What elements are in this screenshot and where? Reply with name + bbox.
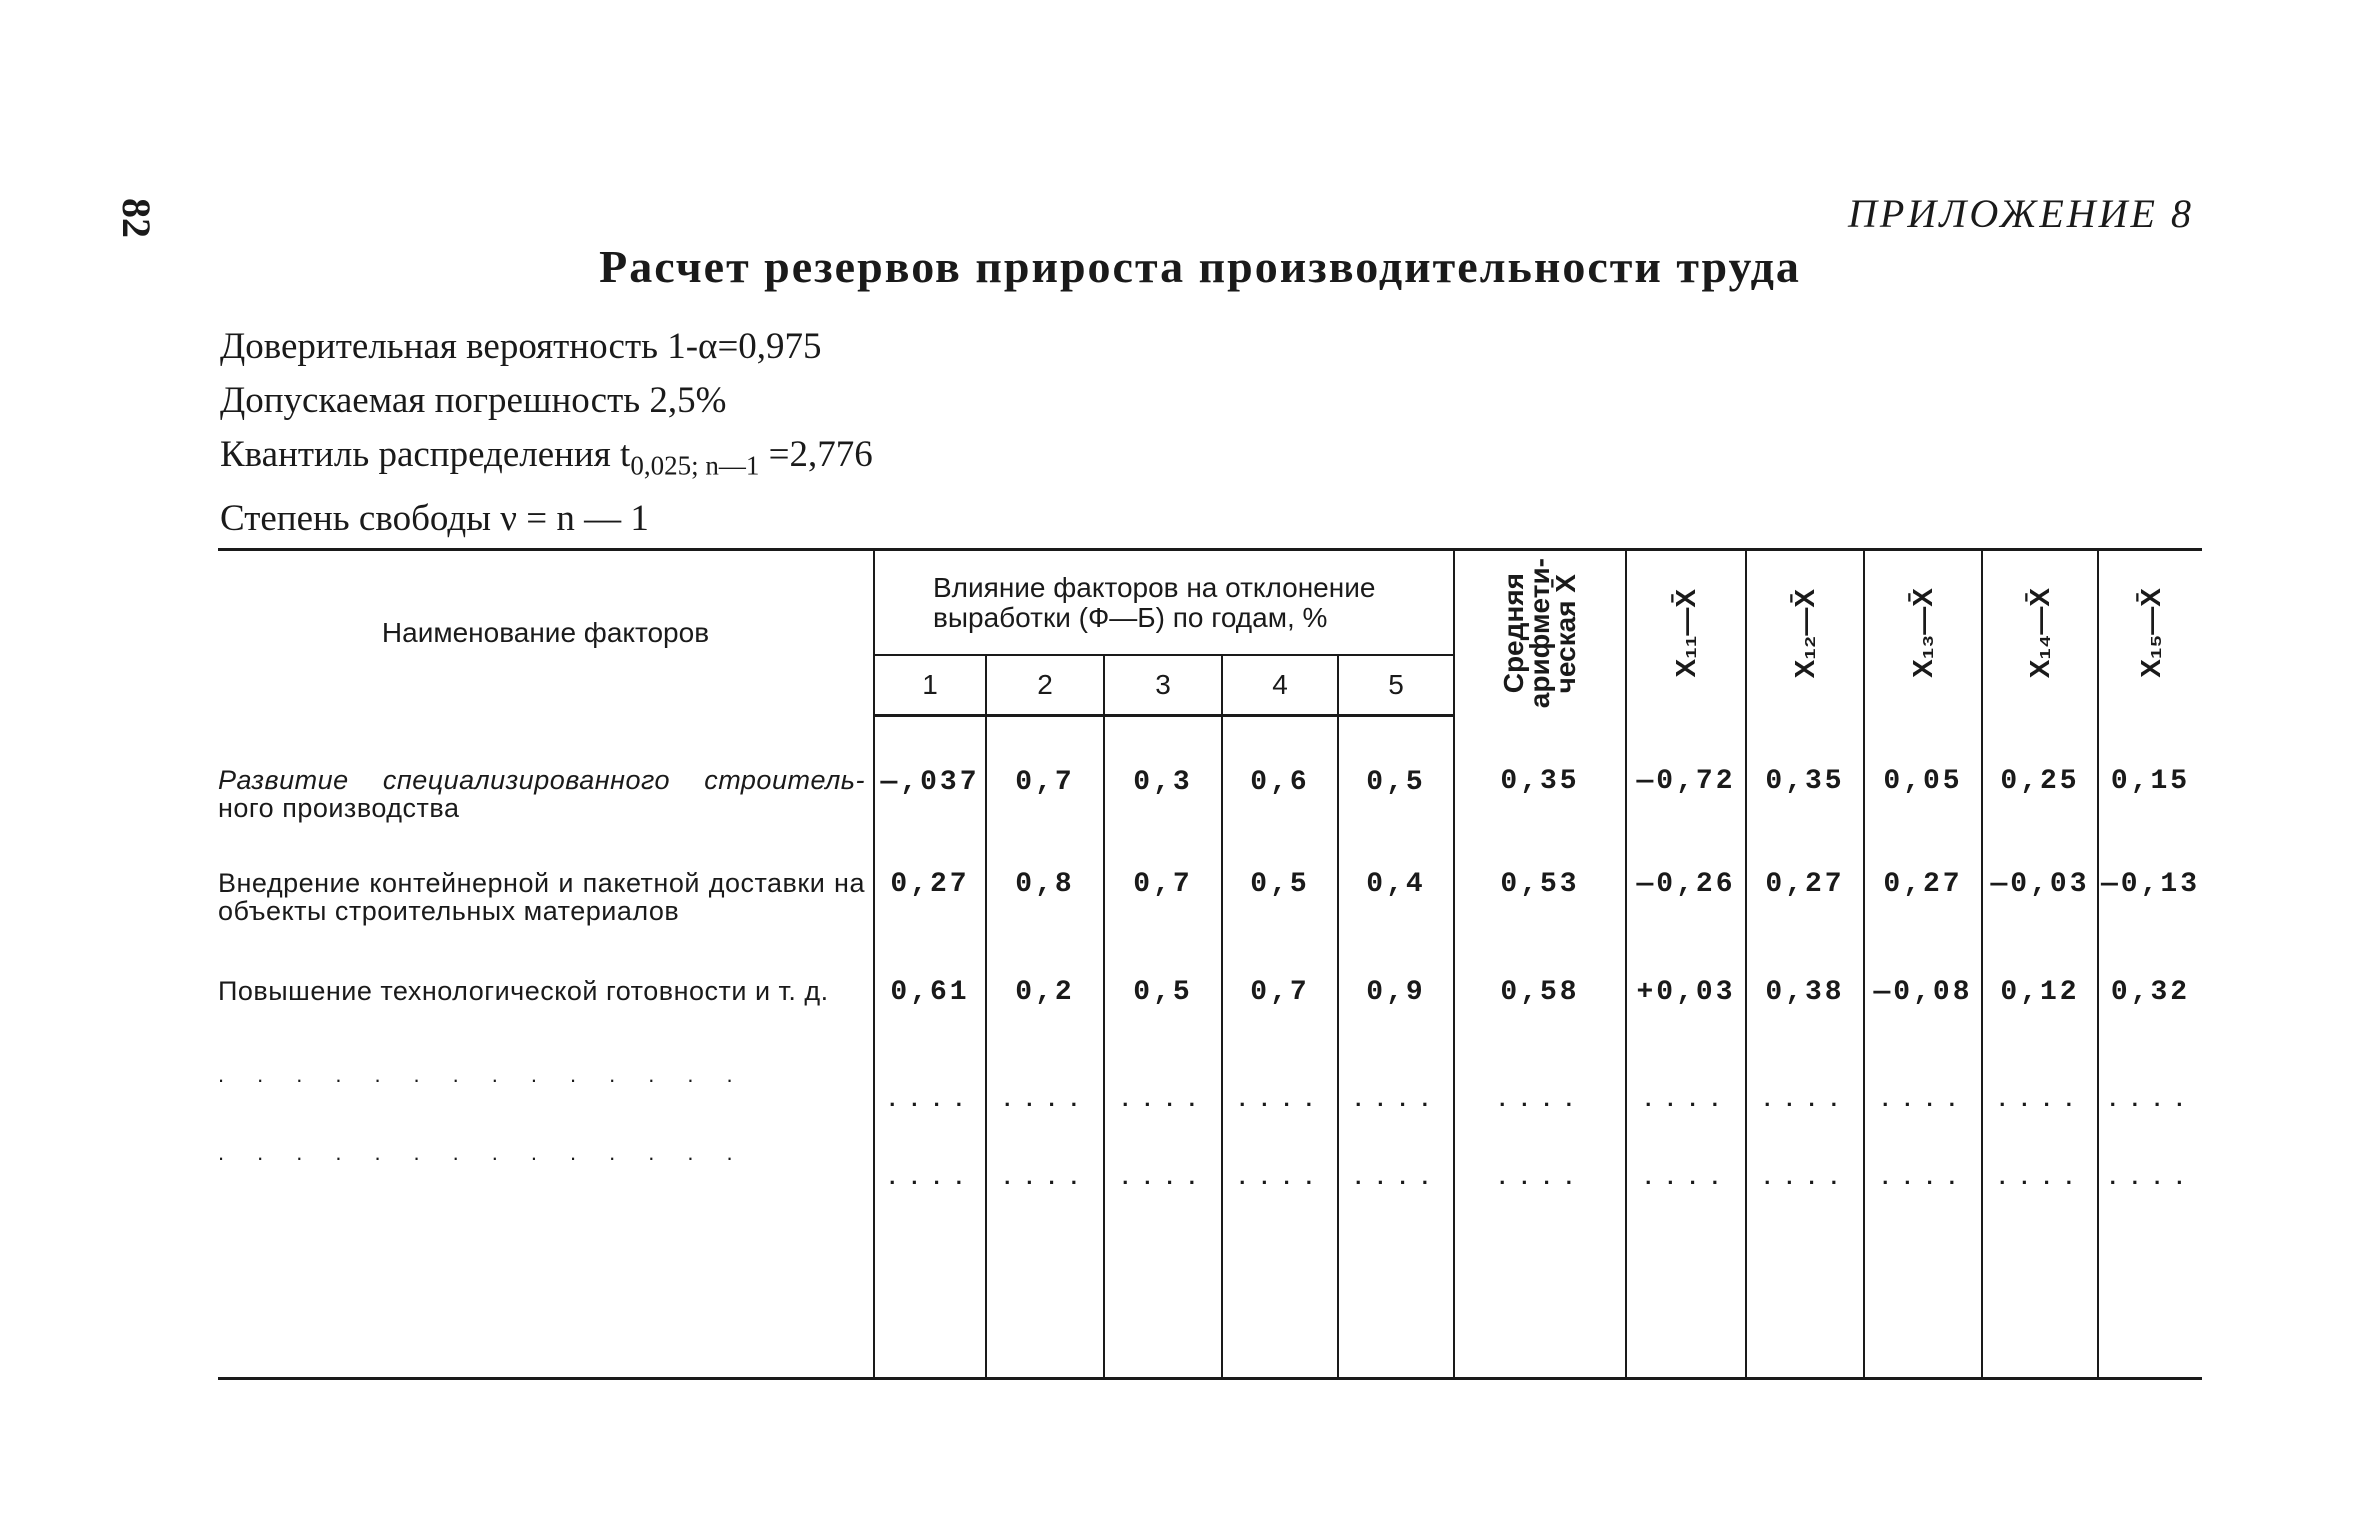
ellipsis-cell: .............. bbox=[218, 1140, 766, 1165]
ellipsis-cell: .... bbox=[1338, 1061, 1454, 1139]
value-deviation-5: 0,32 bbox=[2098, 965, 2202, 1061]
empty-cell bbox=[986, 1217, 1104, 1377]
empty-cell bbox=[874, 1217, 986, 1377]
year-header-3: 3 bbox=[1104, 655, 1222, 716]
value-year-3: 0,7 bbox=[1104, 853, 1222, 965]
confidence-line: Доверительная вероятность 1-α=0,975 bbox=[220, 326, 822, 367]
value-year-1: 0,27 bbox=[874, 853, 986, 965]
value-deviation-4: 0,12 bbox=[1982, 965, 2098, 1061]
empty-cell bbox=[218, 1217, 874, 1377]
factor-name-header: Наименование факторов bbox=[381, 617, 710, 649]
deviation-header-3 bbox=[1864, 551, 1982, 716]
value-deviation-2: 0,38 bbox=[1746, 965, 1864, 1061]
empty-cell bbox=[1982, 1217, 2098, 1377]
empty-cell bbox=[1222, 1217, 1338, 1377]
deviation-header-label: X₁₃—X̄ bbox=[1907, 588, 1938, 679]
ellipsis-cell: .... bbox=[874, 1061, 986, 1139]
ellipsis-cell: .... bbox=[1982, 1139, 2098, 1217]
ellipsis-cell: .... bbox=[1982, 1061, 2098, 1139]
factor-name-rest: ного производства bbox=[218, 792, 460, 823]
table-row-placeholder bbox=[218, 1061, 2202, 1139]
freedom-line: Степень свободы ν = n — 1 bbox=[220, 498, 649, 540]
value-year-1: —,037 bbox=[874, 716, 986, 854]
ellipsis-cell: .... bbox=[1104, 1061, 1222, 1139]
reserves-grid bbox=[218, 551, 2202, 1377]
deviation-header-label: X₁₅—X̄ bbox=[2134, 588, 2166, 679]
value-year-2: 0,8 bbox=[986, 853, 1104, 965]
value-mean: 0,35 bbox=[1454, 716, 1626, 854]
value-year-1: 0,61 bbox=[874, 965, 986, 1061]
value-year-2: 0,7 bbox=[986, 716, 1104, 854]
value-mean: 0,58 bbox=[1454, 965, 1626, 1061]
ellipsis-cell: .... bbox=[1222, 1139, 1338, 1217]
influence-header-line2: выработки (Ф—Б) по годам, % bbox=[933, 601, 1328, 633]
ellipsis-cell: .... bbox=[2098, 1139, 2202, 1217]
ellipsis-cell: .... bbox=[1104, 1139, 1222, 1217]
factor-name: Внедрение контейнерной и пакетной доставки на объекты строительных материалов bbox=[218, 868, 865, 926]
deviation-header-5 bbox=[2098, 551, 2202, 716]
page-title: Расчет резервов прироста производительности труда bbox=[599, 241, 1801, 292]
value-deviation-2: 0,27 bbox=[1746, 853, 1864, 965]
empty-cell bbox=[2098, 1217, 2202, 1377]
mean-header-line2: арифмети- bbox=[1524, 558, 1555, 709]
deviation-header-1 bbox=[1626, 551, 1746, 716]
year-header-2: 2 bbox=[986, 655, 1104, 716]
value-deviation-1: +0,03 bbox=[1626, 965, 1746, 1061]
mean-header-line3: ческая X̄ bbox=[1550, 573, 1581, 693]
page-number: 82 bbox=[114, 198, 159, 238]
ellipsis-cell: .... bbox=[1338, 1139, 1454, 1217]
value-deviation-1: —0,26 bbox=[1626, 853, 1746, 965]
ellipsis-cell: .... bbox=[1454, 1061, 1626, 1139]
influence-header bbox=[874, 551, 1454, 655]
year-header-4: 4 bbox=[1222, 655, 1338, 716]
influence-header-line1: Влияние факторов на отклонение bbox=[933, 571, 1376, 603]
value-deviation-4: —0,03 bbox=[1982, 853, 2098, 965]
ellipsis-cell: .... bbox=[1626, 1061, 1746, 1139]
value-deviation-4: 0,25 bbox=[1982, 716, 2098, 854]
factor-name-italic: Развитие специализированного строитель- bbox=[218, 764, 865, 795]
value-deviation-3: —0,08 bbox=[1864, 965, 1982, 1061]
year-header-5: 5 bbox=[1338, 655, 1454, 716]
factor-name bbox=[218, 716, 874, 854]
table-row-empty bbox=[218, 1217, 2202, 1377]
ellipsis-cell: .... bbox=[1864, 1139, 1982, 1217]
value-year-3: 0,3 bbox=[1104, 716, 1222, 854]
empty-cell bbox=[1864, 1217, 1982, 1377]
table-row bbox=[218, 716, 2202, 854]
deviation-header-label: X₁₂—X̄ bbox=[1789, 588, 1820, 678]
appendix-label: ПРИЛОЖЕНИЕ 8 bbox=[1848, 191, 2194, 236]
empty-cell bbox=[1338, 1217, 1454, 1377]
parameters-block bbox=[220, 320, 873, 546]
ellipsis-cell: .... bbox=[986, 1061, 1104, 1139]
quantile-subscript: 0,025; n—1 bbox=[630, 450, 760, 481]
empty-cell bbox=[1626, 1217, 1746, 1377]
value-year-5: 0,5 bbox=[1338, 716, 1454, 854]
ellipsis-cell: .... bbox=[1222, 1061, 1338, 1139]
year-header-1: 1 bbox=[874, 655, 986, 716]
ellipsis-cell: .... bbox=[1864, 1061, 1982, 1139]
ellipsis-cell: .............. bbox=[218, 1062, 766, 1087]
value-mean: 0,53 bbox=[1454, 853, 1626, 965]
table-row bbox=[218, 853, 2202, 965]
value-deviation-1: —0,72 bbox=[1626, 716, 1746, 854]
empty-cell bbox=[1104, 1217, 1222, 1377]
value-deviation-2: 0,35 bbox=[1746, 716, 1864, 854]
table-row-placeholder bbox=[218, 1139, 2202, 1217]
value-year-2: 0,2 bbox=[986, 965, 1104, 1061]
ellipsis-cell: .... bbox=[1626, 1139, 1746, 1217]
ellipsis-cell: .... bbox=[2098, 1061, 2202, 1139]
table-row bbox=[218, 965, 2202, 1061]
value-year-4: 0,7 bbox=[1222, 965, 1338, 1061]
ellipsis-cell: .... bbox=[986, 1139, 1104, 1217]
ellipsis-cell: .... bbox=[1454, 1139, 1626, 1217]
deviation-header-label: X₁₁—X̄ bbox=[1670, 588, 1701, 678]
value-year-3: 0,5 bbox=[1104, 965, 1222, 1061]
mean-header-line1: Средняя bbox=[1498, 573, 1529, 694]
deviation-header-label: X₁₄—X̄ bbox=[2024, 588, 2055, 679]
deviation-header-4 bbox=[1982, 551, 2098, 716]
deviation-header-2 bbox=[1746, 551, 1864, 716]
quantile-value: =2,776 bbox=[759, 434, 873, 475]
ellipsis-cell: .... bbox=[1746, 1139, 1864, 1217]
factor-name: Повышение технологической готовности и т. д. bbox=[218, 976, 829, 1006]
value-deviation-5: 0,15 bbox=[2098, 716, 2202, 854]
error-line: Допускаемая погрешность 2,5% bbox=[220, 380, 727, 421]
value-deviation-5: —0,13 bbox=[2098, 853, 2202, 965]
value-deviation-3: 0,27 bbox=[1864, 853, 1982, 965]
value-year-4: 0,6 bbox=[1222, 716, 1338, 854]
empty-cell bbox=[1454, 1217, 1626, 1377]
reserves-table bbox=[218, 548, 2202, 1380]
value-year-5: 0,4 bbox=[1338, 853, 1454, 965]
quantile-line bbox=[220, 428, 873, 492]
quantile-prefix: Квантиль распределения t bbox=[220, 434, 631, 475]
value-year-4: 0,5 bbox=[1222, 853, 1338, 965]
value-year-5: 0,9 bbox=[1338, 965, 1454, 1061]
mean-header bbox=[1454, 551, 1626, 716]
ellipsis-cell: .... bbox=[874, 1139, 986, 1217]
empty-cell bbox=[1746, 1217, 1864, 1377]
ellipsis-cell: .... bbox=[1746, 1061, 1864, 1139]
value-deviation-3: 0,05 bbox=[1864, 716, 1982, 854]
